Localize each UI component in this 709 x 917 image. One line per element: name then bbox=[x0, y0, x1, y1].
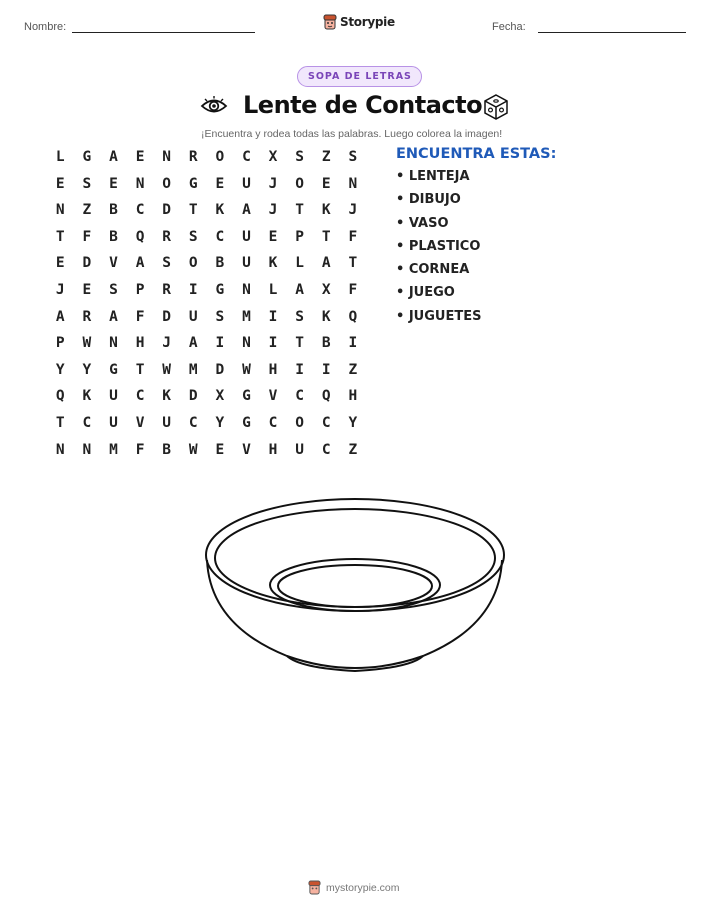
grid-letter[interactable]: B bbox=[321, 335, 331, 352]
grid-letter[interactable]: K bbox=[82, 388, 92, 405]
grid-letter[interactable]: O bbox=[215, 149, 225, 165]
grid-letter[interactable]: W bbox=[188, 441, 198, 458]
grid-letter[interactable]: A bbox=[109, 149, 118, 165]
grid-letter[interactable]: W bbox=[242, 361, 251, 378]
page-title: Lente de Contacto bbox=[243, 91, 483, 119]
date-label: Fecha: bbox=[492, 21, 526, 33]
grid-letter[interactable]: B bbox=[162, 441, 172, 458]
grid-letter[interactable]: V bbox=[135, 414, 145, 431]
grid-letter[interactable]: Q bbox=[55, 388, 65, 405]
grid-letter[interactable]: S bbox=[348, 149, 358, 165]
grid-letter[interactable]: T bbox=[295, 202, 304, 219]
grid-letter[interactable]: T bbox=[321, 228, 331, 245]
grid-letter[interactable]: C bbox=[242, 149, 251, 165]
grid-letter[interactable]: Z bbox=[82, 202, 92, 219]
grid-letter[interactable]: F bbox=[348, 228, 358, 245]
grid-letter[interactable]: N bbox=[242, 335, 251, 352]
grid-letter[interactable]: I bbox=[268, 335, 278, 352]
grid-letter[interactable]: Y bbox=[215, 414, 225, 431]
grid-letter[interactable]: Y bbox=[55, 361, 65, 378]
grid-letter[interactable]: S bbox=[295, 308, 304, 325]
storypie-logo-icon bbox=[323, 14, 337, 30]
grid-letter[interactable]: K bbox=[321, 202, 331, 219]
name-label: Nombre: bbox=[24, 21, 67, 33]
grid-letter[interactable]: E bbox=[82, 281, 92, 298]
footer bbox=[308, 880, 400, 895]
grid-letter[interactable]: Z bbox=[348, 361, 358, 378]
grid-letter[interactable]: S bbox=[215, 308, 225, 325]
grid-letter[interactable]: K bbox=[268, 255, 278, 272]
footer-url[interactable]: mystorypie.com bbox=[326, 881, 400, 894]
grid-letter[interactable]: V bbox=[109, 255, 118, 272]
storypie-logo-icon bbox=[308, 880, 321, 895]
grid-letter[interactable]: L bbox=[295, 255, 304, 272]
grid-letter[interactable]: E bbox=[55, 255, 65, 272]
grid-letter[interactable]: J bbox=[55, 281, 65, 298]
date-field[interactable] bbox=[538, 32, 686, 33]
grid-letter[interactable]: X bbox=[321, 281, 331, 298]
grid-letter[interactable]: O bbox=[162, 175, 172, 192]
grid-letter[interactable]: S bbox=[295, 149, 304, 165]
grid-letter[interactable]: H bbox=[135, 335, 145, 352]
grid-letter[interactable]: N bbox=[242, 281, 251, 298]
brand-name: Storypie bbox=[340, 15, 395, 29]
grid-letter[interactable]: C bbox=[268, 414, 278, 431]
grid-letter[interactable]: N bbox=[55, 202, 65, 219]
word-list-item: • JUGUETES bbox=[396, 308, 482, 324]
grid-letter[interactable]: B bbox=[109, 228, 118, 245]
grid-letter[interactable]: K bbox=[162, 388, 172, 405]
grid-letter[interactable]: B bbox=[109, 202, 118, 219]
name-field[interactable] bbox=[72, 32, 255, 33]
grid-letter[interactable]: O bbox=[188, 255, 198, 272]
grid-letter[interactable]: L bbox=[268, 281, 278, 298]
grid-row bbox=[47, 414, 366, 441]
grid-letter[interactable]: R bbox=[162, 281, 172, 298]
grid-letter[interactable]: N bbox=[348, 175, 358, 192]
grid-letter[interactable]: R bbox=[82, 308, 92, 325]
grid-letter[interactable]: U bbox=[162, 414, 172, 431]
grid-letter[interactable]: T bbox=[135, 361, 145, 378]
grid-letter[interactable]: V bbox=[268, 388, 278, 405]
grid-letter[interactable]: Y bbox=[348, 414, 358, 431]
grid-letter[interactable]: K bbox=[321, 308, 331, 325]
grid-letter[interactable]: C bbox=[295, 388, 304, 405]
grid-letter[interactable]: Q bbox=[348, 308, 358, 325]
grid-letter[interactable]: I bbox=[321, 361, 331, 378]
grid-letter[interactable]: C bbox=[215, 228, 225, 245]
bowl-illustration bbox=[200, 490, 510, 680]
grid-letter[interactable]: N bbox=[162, 149, 172, 165]
grid-letter[interactable]: U bbox=[188, 308, 198, 325]
grid-letter[interactable]: D bbox=[215, 361, 225, 378]
word-list-item: • PLASTICO bbox=[396, 238, 481, 254]
grid-letter[interactable]: C bbox=[135, 202, 145, 219]
word-list-item: • JUEGO bbox=[396, 285, 455, 301]
grid-letter[interactable]: F bbox=[82, 228, 92, 245]
grid-letter[interactable]: T bbox=[55, 414, 65, 431]
grid-row bbox=[47, 148, 366, 175]
grid-letter[interactable]: G bbox=[215, 281, 225, 298]
grid-letter[interactable]: Z bbox=[321, 149, 331, 165]
grid-letter[interactable]: F bbox=[135, 308, 145, 325]
grid-letter[interactable]: G bbox=[82, 149, 92, 165]
grid-row bbox=[47, 308, 366, 335]
eye-icon bbox=[200, 96, 228, 116]
grid-letter[interactable]: Q bbox=[321, 388, 331, 405]
grid-letter[interactable]: I bbox=[268, 308, 278, 325]
grid-row bbox=[47, 334, 366, 361]
grid-letter[interactable]: M bbox=[109, 441, 118, 458]
grid-letter[interactable]: A bbox=[135, 255, 145, 272]
grid-letter[interactable]: I bbox=[188, 281, 198, 298]
grid-letter[interactable]: C bbox=[321, 414, 331, 431]
grid-letter[interactable]: U bbox=[242, 228, 251, 245]
grid-letter[interactable]: A bbox=[55, 308, 65, 325]
grid-letter[interactable]: A bbox=[109, 308, 118, 325]
grid-letter[interactable]: Z bbox=[348, 441, 358, 458]
grid-letter[interactable]: S bbox=[162, 255, 172, 272]
grid-letter[interactable]: H bbox=[268, 441, 278, 458]
grid-letter[interactable]: D bbox=[82, 255, 92, 272]
grid-letter[interactable]: P bbox=[55, 335, 65, 352]
grid-letter[interactable]: D bbox=[162, 308, 172, 325]
grid-letter[interactable]: P bbox=[295, 228, 304, 245]
grid-row bbox=[47, 281, 366, 308]
grid-letter[interactable]: F bbox=[348, 281, 358, 298]
grid-letter[interactable]: U bbox=[242, 175, 251, 192]
grid-letter[interactable]: T bbox=[295, 335, 304, 352]
grid-letter[interactable]: H bbox=[348, 388, 358, 405]
grid-letter[interactable]: A bbox=[321, 255, 331, 272]
grid-letter[interactable]: E bbox=[215, 441, 225, 458]
grid-letter[interactable]: E bbox=[109, 175, 118, 192]
grid-letter[interactable]: U bbox=[242, 255, 251, 272]
grid-letter[interactable]: Y bbox=[82, 361, 92, 378]
word-list-title: ENCUENTRA ESTAS: bbox=[396, 146, 557, 162]
grid-letter[interactable]: G bbox=[188, 175, 198, 192]
grid-letter[interactable]: N bbox=[109, 335, 118, 352]
grid-letter[interactable]: K bbox=[215, 202, 225, 219]
grid-letter[interactable]: E bbox=[215, 175, 225, 192]
grid-letter[interactable]: T bbox=[348, 255, 358, 272]
grid-letter[interactable]: F bbox=[135, 441, 145, 458]
grid-letter[interactable]: D bbox=[162, 202, 172, 219]
grid-letter[interactable]: D bbox=[188, 388, 198, 405]
grid-letter[interactable]: L bbox=[55, 149, 65, 165]
grid-row bbox=[47, 228, 366, 255]
grid-letter[interactable]: N bbox=[55, 441, 65, 458]
grid-letter[interactable]: V bbox=[242, 441, 251, 458]
grid-letter[interactable]: G bbox=[242, 388, 251, 405]
grid-letter[interactable]: N bbox=[135, 175, 145, 192]
grid-letter[interactable]: M bbox=[242, 308, 251, 325]
brand bbox=[323, 14, 395, 30]
grid-letter[interactable]: T bbox=[55, 228, 65, 245]
activity-badge: SOPA DE LETRAS bbox=[297, 66, 422, 87]
word-list-item: • LENTEJA bbox=[396, 169, 470, 184]
grid-letter[interactable]: C bbox=[135, 388, 145, 405]
grid-letter[interactable]: E bbox=[321, 175, 331, 192]
grid-letter[interactable]: E bbox=[268, 228, 278, 245]
grid-letter[interactable]: W bbox=[82, 335, 92, 352]
word-list bbox=[396, 146, 556, 332]
grid-letter[interactable]: I bbox=[295, 361, 304, 378]
grid-letter[interactable]: E bbox=[135, 149, 145, 165]
grid-letter[interactable]: A bbox=[242, 202, 251, 219]
grid-row bbox=[47, 175, 366, 202]
grid-letter[interactable]: N bbox=[82, 441, 92, 458]
dice-icon bbox=[482, 93, 510, 121]
grid-letter[interactable]: X bbox=[268, 149, 278, 165]
grid-letter[interactable]: P bbox=[135, 281, 145, 298]
grid-letter[interactable]: I bbox=[348, 335, 358, 352]
grid-letter[interactable]: O bbox=[295, 175, 304, 192]
grid-letter[interactable]: E bbox=[55, 175, 65, 192]
word-list-item: • CORNEA bbox=[396, 262, 470, 278]
grid-letter[interactable]: Q bbox=[135, 228, 145, 245]
grid-letter[interactable]: J bbox=[268, 175, 278, 192]
grid-row bbox=[47, 201, 366, 228]
grid-letter[interactable]: S bbox=[188, 228, 198, 245]
grid-letter[interactable]: U bbox=[109, 388, 118, 405]
word-list-item: • DIBUJO bbox=[396, 192, 461, 208]
grid-row bbox=[47, 254, 366, 281]
grid-letter[interactable]: H bbox=[268, 361, 278, 378]
grid-letter[interactable]: W bbox=[162, 361, 172, 378]
grid-letter[interactable]: C bbox=[82, 414, 92, 431]
grid-letter[interactable]: J bbox=[268, 202, 278, 219]
grid-letter[interactable]: B bbox=[215, 255, 225, 272]
grid-letter[interactable]: G bbox=[109, 361, 118, 378]
grid-letter[interactable]: M bbox=[188, 361, 198, 378]
instructions: ¡Encuentra y rodea todas las palabras. Luego colorea la imagen! bbox=[201, 128, 503, 140]
grid-letter[interactable]: R bbox=[188, 149, 198, 165]
grid-letter[interactable]: U bbox=[295, 441, 304, 458]
grid-letter[interactable]: I bbox=[215, 335, 225, 352]
grid-row bbox=[47, 361, 366, 388]
grid-letter[interactable]: J bbox=[162, 335, 172, 352]
word-search-grid[interactable] bbox=[47, 148, 366, 467]
grid-letter[interactable]: G bbox=[242, 414, 251, 431]
grid-letter[interactable]: X bbox=[215, 388, 225, 405]
grid-letter[interactable]: S bbox=[109, 281, 118, 298]
grid-row bbox=[47, 387, 366, 414]
grid-letter[interactable]: S bbox=[82, 175, 92, 192]
grid-letter[interactable]: A bbox=[295, 281, 304, 298]
grid-letter[interactable]: A bbox=[188, 335, 198, 352]
word-list-item: • VASO bbox=[396, 215, 449, 231]
grid-letter[interactable]: C bbox=[321, 441, 331, 458]
grid-letter[interactable]: J bbox=[348, 202, 358, 219]
grid-letter[interactable]: R bbox=[162, 228, 172, 245]
grid-letter[interactable]: U bbox=[109, 414, 118, 431]
grid-letter[interactable]: C bbox=[188, 414, 198, 431]
grid-letter[interactable]: T bbox=[188, 202, 198, 219]
grid-row bbox=[47, 441, 366, 468]
grid-letter[interactable]: O bbox=[295, 414, 304, 431]
